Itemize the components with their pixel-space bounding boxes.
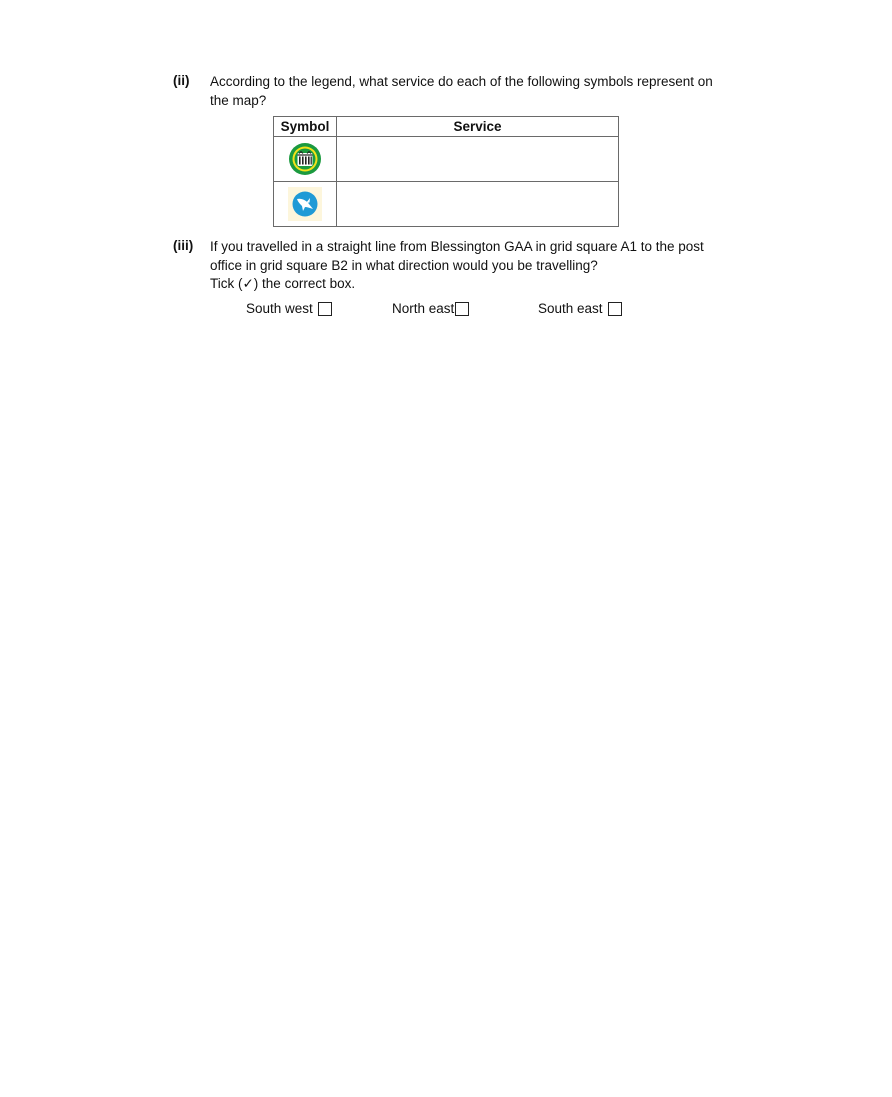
gaa-sports-crest-icon — [288, 142, 322, 176]
option-south-west — [246, 301, 332, 316]
table-row — [274, 182, 619, 227]
symbol-column-header: Symbol — [274, 117, 337, 137]
north-east-checkbox[interactable] — [455, 302, 469, 316]
south-west-checkbox[interactable] — [318, 302, 332, 316]
question-iii-line: Tick (✓) the correct box. — [210, 276, 356, 291]
option-label: South west — [246, 301, 313, 316]
option-label: North east — [392, 301, 455, 316]
question-iii-text — [210, 238, 770, 294]
question-iii-number: (iii) — [173, 238, 194, 253]
option-label: South east — [538, 301, 603, 316]
service-answer-cell[interactable] — [337, 182, 619, 227]
service-answer-cell[interactable] — [337, 137, 619, 182]
south-east-checkbox[interactable] — [608, 302, 622, 316]
option-north-east — [392, 301, 469, 316]
question-iii-line: office in grid square B2 in what direction would you be travelling? — [210, 257, 598, 273]
question-iii-line: If you travelled in a straight line from Blessington GAA in grid square A1 to the post — [210, 239, 704, 254]
symbol-cell — [274, 182, 337, 227]
table-header-row — [274, 117, 619, 137]
blue-bird-circle-icon — [288, 187, 322, 221]
table-row — [274, 137, 619, 182]
question-ii-number: (ii) — [173, 73, 190, 88]
legend-symbol-table — [273, 116, 619, 227]
question-ii-text — [210, 73, 770, 110]
symbol-cell — [274, 137, 337, 182]
question-ii-line: the map? — [210, 92, 267, 108]
service-column-header: Service — [337, 117, 619, 137]
option-south-east — [538, 301, 622, 316]
question-ii-line: According to the legend, what service do each of the following symbols represent on — [210, 74, 713, 89]
